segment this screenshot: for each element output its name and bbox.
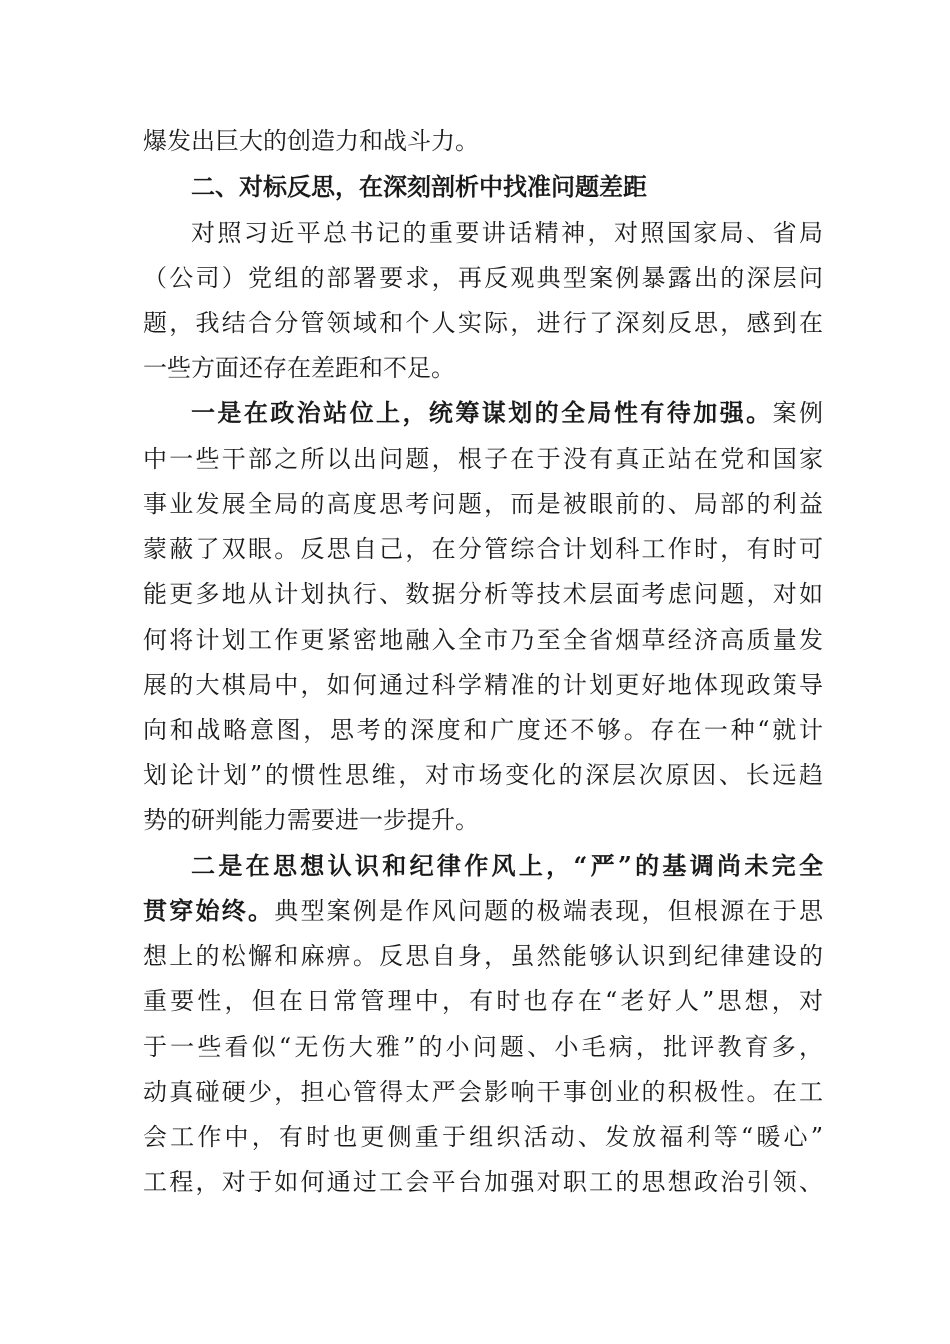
text-line: [143, 891, 823, 931]
text-line: 二是在思想认识和纪律作风上，“严”的基调尚未完全: [191, 851, 823, 880]
text-line: 重要性，但在日常管理中，有时也存在“老好人”思想，对: [143, 987, 823, 1015]
text-line: 划论计划”的惯性思维，对市场变化的深层次原因、长远趋: [143, 761, 823, 789]
text-line: 势的研判能力需要进一步提升。: [143, 806, 479, 834]
text-line: 题，我结合分管领域和个人实际，进行了深刻反思，感到在: [143, 309, 823, 337]
text-line: 何将计划工作更紧密地融入全市乃至全省烟草经济高质量发: [143, 626, 823, 654]
text-line: 于一些看似“无伤大雅”的小问题、小毛病，批评教育多，: [143, 1033, 823, 1061]
section-heading: 二、对标反思，在深刻剖析中找准问题差距: [191, 173, 647, 201]
text-line: 蒙蔽了双眼。反思自己，在分管综合计划科工作时，有时可: [143, 535, 823, 563]
bold-lead: 一是在政治站位上，统筹谋划的全局性有待加强。: [191, 398, 773, 427]
text-line: 展的大棋局中，如何通过科学精准的计划更好地体现政策导: [143, 671, 823, 699]
text-line: 中一些干部之所以出问题，根子在于没有真正站在党和国家: [143, 445, 823, 473]
text-line: 工程，对于如何通过工会平台加强对职工的思想政治引领、: [143, 1168, 823, 1196]
text-line: [191, 393, 823, 433]
text-run: 典型案例是作风问题的极端表现，但根源在于思: [274, 897, 824, 925]
text-line: 能更多地从计划执行、数据分析等技术层面考虑问题，对如: [143, 580, 823, 608]
text-line: 向和战略意图，思考的深度和广度还不够。存在一种“就计: [143, 716, 823, 744]
text-line: 对照习近平总书记的重要讲话精神，对照国家局、省局: [191, 219, 823, 247]
text-line: 想上的松懈和麻痹。反思自身，虽然能够认识到纪律建设的: [143, 942, 823, 970]
text-line: （公司）党组的部署要求，再反观典型案例暴露出的深层问: [143, 264, 823, 292]
text-line: 会工作中，有时也更侧重于组织活动、发放福利等“暖心”: [143, 1123, 823, 1151]
text-line: 动真碰硬少，担心管得太严会影响干事创业的积极性。在工: [143, 1078, 823, 1106]
text-line: 爆发出巨大的创造力和战斗力。: [143, 127, 479, 155]
text-line: 一些方面还存在差距和不足。: [143, 354, 455, 382]
bold-lead: 贯穿始终。: [143, 896, 275, 925]
text-run: 案例: [772, 399, 824, 427]
text-line: 事业发展全局的高度思考问题，而是被眼前的、局部的利益: [143, 490, 823, 518]
